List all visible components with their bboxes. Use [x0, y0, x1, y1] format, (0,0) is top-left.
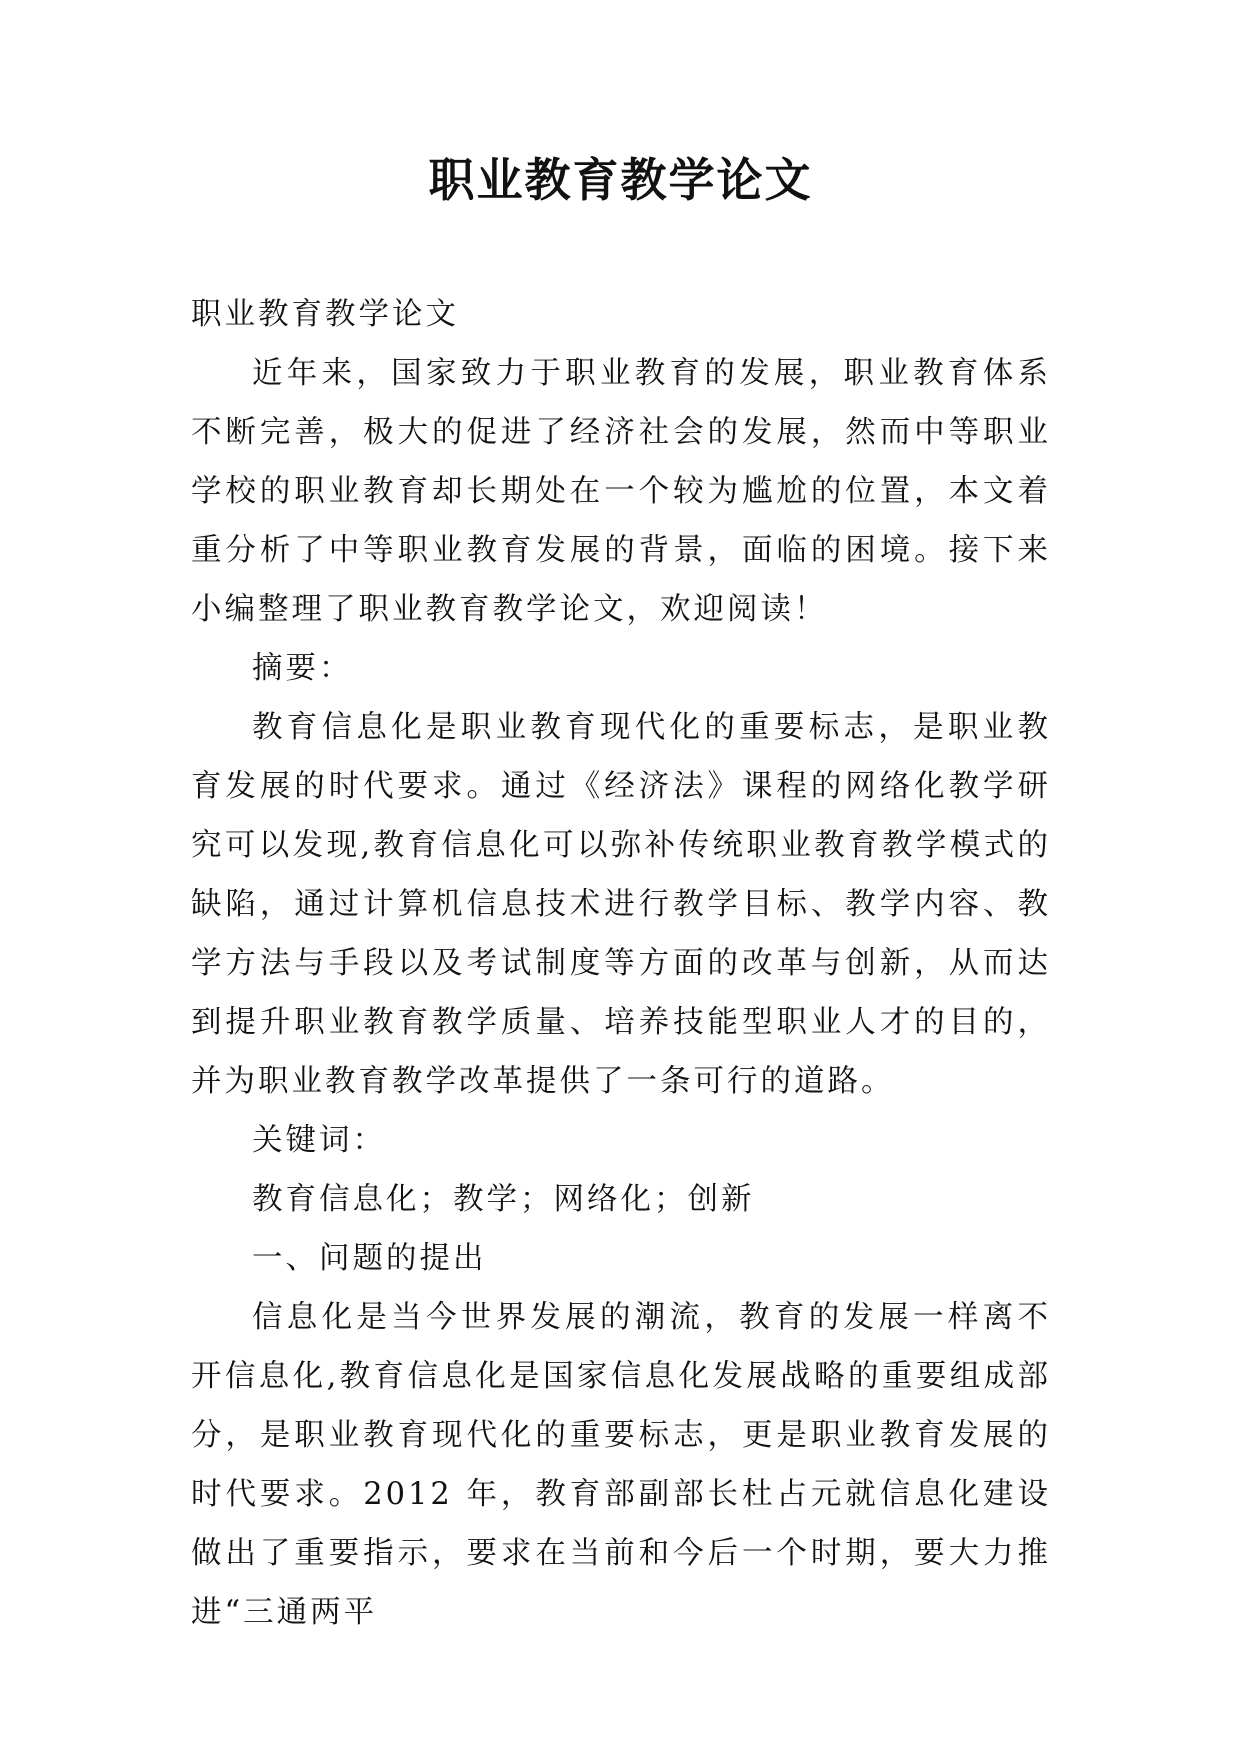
paragraph-section-heading: 一、问题的提出 — [252, 1241, 487, 1276]
paragraph-abstract-heading: 摘要： — [252, 651, 353, 686]
paragraph-keywords-heading: 关键词： — [252, 1123, 386, 1158]
paragraph-subtitle: 职业教育教学论文 — [191, 297, 459, 332]
paragraph-section-body: 信息化是当今世界发展的潮流，教育的发展一样离不开信息化,教育信息化是国家信息化发展战略的重要组成部分，是职业教育现代化的重要标志，更是职业教育发展的时代要求。2012 年，教育部副部长杜占元就信息化建设做出了重要指示，要求在当前和今后一个时期，要大力推进“三通两平 — [191, 1300, 1051, 1630]
paragraph-abstract: 教育信息化是职业教育现代化的重要标志，是职业教育发展的时代要求。通过《经济法》课程的网络化教学研究可以发现,教育信息化可以弥补传统职业教育教学模式的缺陷，通过计算机信息技术进行教学目标、教学内容、教学方法与手段以及考试制度等方面的改革与创新，从而达到提升职业教育教学质量、培养技能型职业人才的目的，并为职业教育教学改革提供了一条可行的道路。 — [191, 710, 1051, 1099]
document-body — [191, 285, 1051, 1642]
document-title: 职业教育教学论文 — [428, 153, 813, 207]
paragraph-keywords: 教育信息化；教学；网络化；创新 — [252, 1182, 755, 1217]
paragraph-intro: 近年来，国家致力于职业教育的发展，职业教育体系不断完善，极大的促进了经济社会的发展，然而中等职业学校的职业教育却长期处在一个较为尴尬的位置，本文着重分析了中等职业教育发展的背景，面临的困境。接下来小编整理了职业教育教学论文，欢迎阅读！ — [191, 356, 1051, 627]
